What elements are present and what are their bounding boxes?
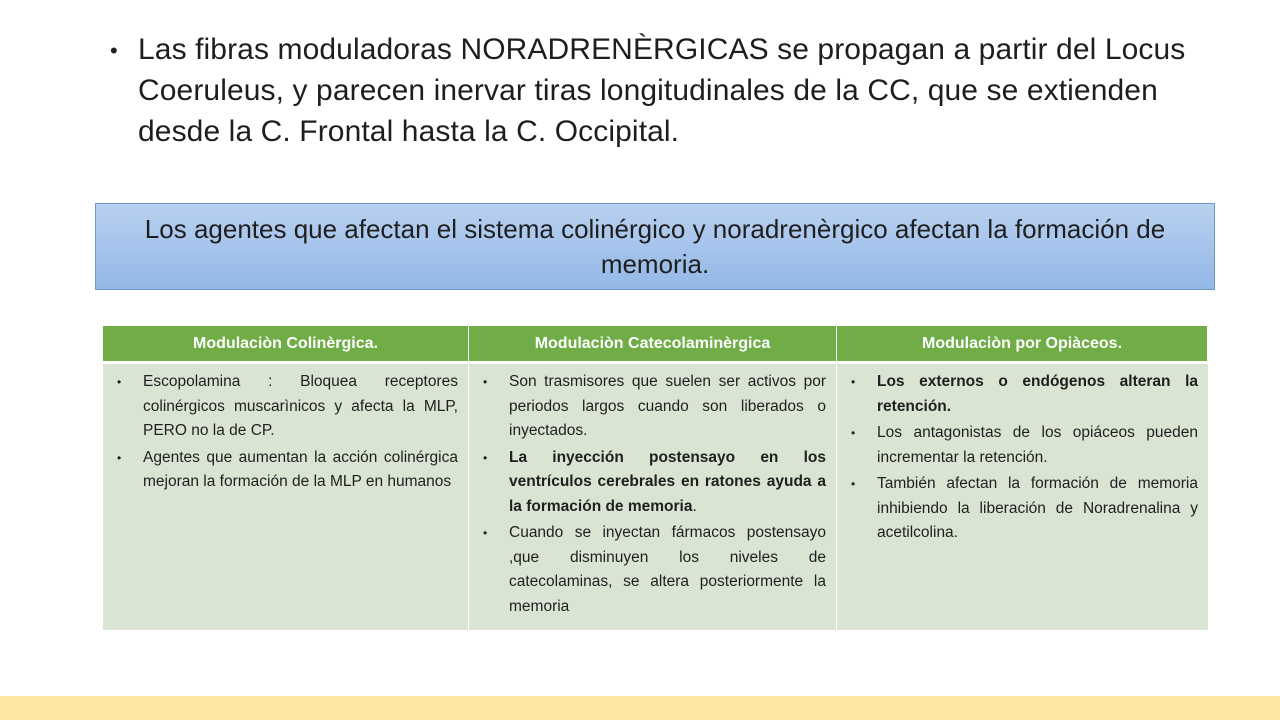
bullet-dot-icon: • bbox=[483, 526, 488, 540]
list-item-text-bold: La inyección postensayo en los ventrículos cerebrales en ratones ayuda a la formación de memoria bbox=[509, 448, 826, 515]
header-catecolaminergica: Modulaciòn Catecolaminèrgica bbox=[469, 326, 837, 364]
memory-banner bbox=[95, 203, 1215, 290]
intro-paragraph bbox=[110, 29, 1220, 152]
list-item-text: Cuando se inyectan fármacos postensayo ,que disminuyen los niveles de catecolaminas, se altera posteriormente la memoria bbox=[509, 524, 826, 615]
list-opiaceos bbox=[851, 370, 1198, 546]
list-item-text: Los externos o endógenos alteran la retención. bbox=[877, 373, 1198, 415]
banner-text: Los agentes que afectan el sistema colinérgico y noradrenèrgico afectan la formación de memoria. bbox=[144, 213, 1166, 279]
bullet-dot-icon: • bbox=[851, 477, 856, 491]
bullet-dot-icon: • bbox=[117, 375, 122, 389]
bullet-dot-icon: • bbox=[117, 450, 122, 465]
list-item-text: Los antagonistas de los opiáceos pueden incrementar la retención. bbox=[877, 424, 1198, 466]
list-item-text-container bbox=[509, 449, 826, 515]
cell-colinergica bbox=[103, 364, 469, 630]
header-colinergica: Modulaciòn Colinèrgica. bbox=[103, 326, 469, 364]
inline-period: . bbox=[692, 497, 697, 515]
list-item bbox=[483, 370, 826, 444]
list-item bbox=[851, 472, 1198, 546]
bottom-bar bbox=[0, 696, 1280, 720]
list-item-text: Escopolamina : Bloquea receptores colinérgicos muscarìnicos y afecta la MLP, PERO no la de CP. bbox=[143, 373, 458, 439]
list-item bbox=[117, 446, 458, 495]
list-item-text: Son trasmisores que suelen ser activos por periodos largos cuando son liberados o inyectados. bbox=[509, 373, 826, 439]
bullet-dot-icon: • bbox=[483, 375, 488, 389]
list-catecolaminergica bbox=[483, 370, 826, 619]
bullet-dot-icon: • bbox=[851, 375, 856, 389]
list-item bbox=[483, 521, 826, 619]
list-item bbox=[851, 421, 1198, 470]
list-item-text: También afectan la formación de memoria inhibiendo la liberación de Noradrenalina y acetilcolina. bbox=[877, 475, 1198, 541]
bullet-dot-icon: • bbox=[483, 450, 488, 465]
intro-text: Las fibras moduladoras NORADRENÈRGICAS se propagan a partir del Locus Coeruleus, y parecen inervar tiras longitudinales de la CC, que se extienden desde la C. Frontal hasta la C. Occipital. bbox=[138, 33, 1186, 148]
bullet-dot-icon: • bbox=[110, 38, 118, 63]
list-item bbox=[851, 370, 1198, 419]
header-opiaceos: Modulaciòn por Opiàceos. bbox=[837, 326, 1208, 364]
list-item bbox=[483, 446, 826, 520]
cell-opiaceos bbox=[837, 364, 1208, 630]
list-item bbox=[117, 370, 458, 444]
modulation-table bbox=[103, 326, 1208, 630]
list-item-text: Agentes que aumentan la acción colinérgica mejoran la formación de la MLP en humanos bbox=[143, 448, 458, 490]
cell-catecolaminergica bbox=[469, 364, 837, 630]
list-colinergica bbox=[117, 370, 458, 495]
bullet-dot-icon: • bbox=[851, 426, 856, 440]
